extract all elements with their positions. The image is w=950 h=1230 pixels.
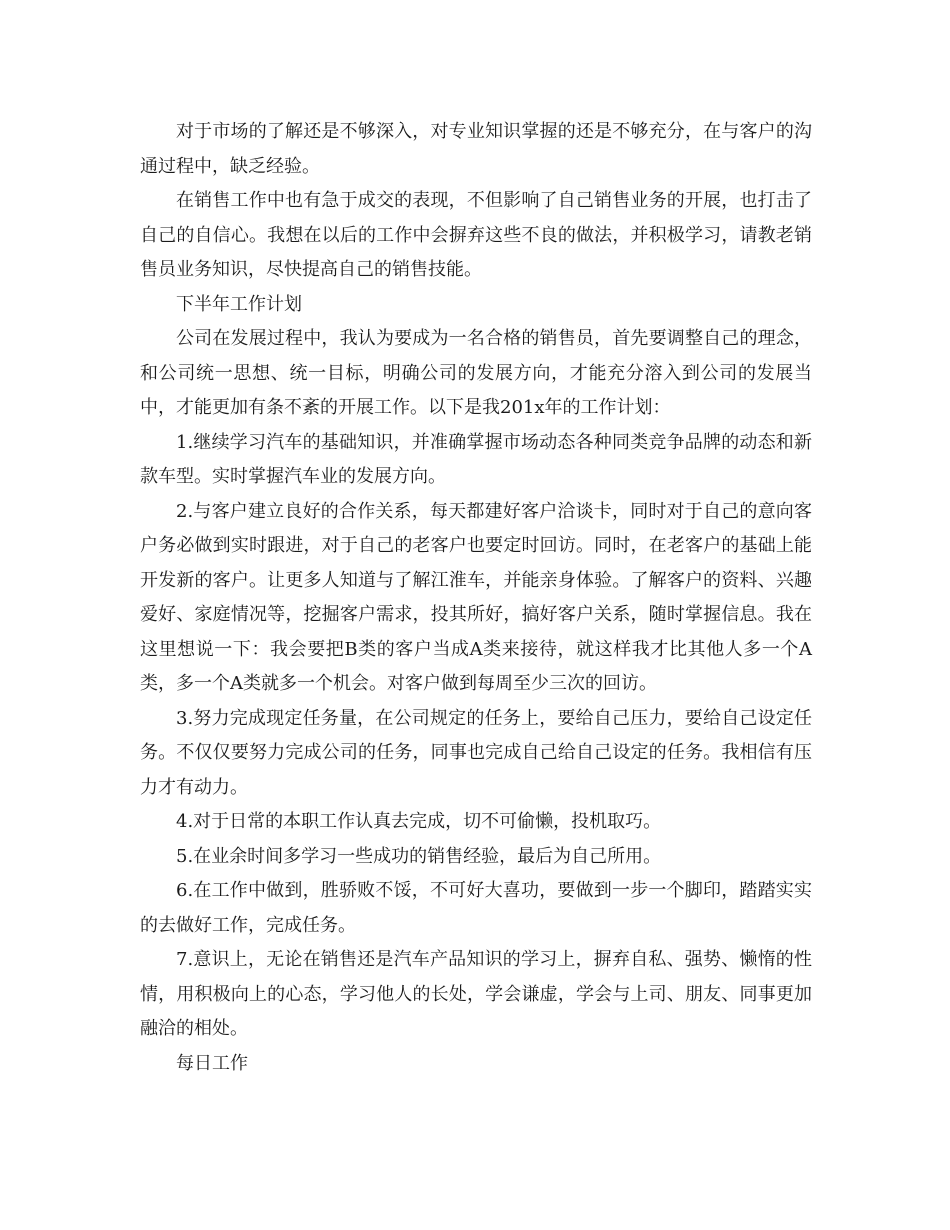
section-heading-second-half-plan: 下半年工作计划 bbox=[176, 293, 302, 315]
paragraph-market-understanding: 对于市场的了解还是不够深入，对专业知识掌握的还是不够充分，在与客户的沟通过程中，缺乏经验。 bbox=[140, 121, 812, 177]
plan-item-4: 4.对于日常的本职工作认真去完成，切不可偷懒，投机取巧。 bbox=[176, 811, 662, 832]
document-body bbox=[140, 115, 812, 1081]
plan-item-7: 7.意识上，无论在销售还是汽车产品知识的学习上，摒弃自私、强势、懒惰的性情，用积极向上的心态，学习他人的长处，学会谦虚，学会与上司、朋友、同事更加融洽的相处。 bbox=[140, 949, 812, 1039]
plan-item-2: 2.与客户建立良好的合作关系，每天都建好客户洽谈卡，同时对于自己的意向客户务必做到实时跟进，对于自己的老客户也要定时回访。同时，在老客户的基础上能开发新的客户。让更多人知道与了解江淮车，并能亲身体验。了解客户的资料、兴趣爱好、家庭情况等，挖掘客户需求，投其所好，搞好客户关系，随时掌握信息。我在这里想说一下：我会要把B类的客户当成A类来接待，就这样我才比其他人多一个A类，多一个A类就多一个机会。对客户做到每周至少三次的回访。 bbox=[140, 500, 812, 694]
plan-item-5: 5.在业余时间多学习一些成功的销售经验，最后为自己所用。 bbox=[176, 845, 662, 867]
section-heading-daily-work: 每日工作 bbox=[176, 1052, 248, 1074]
paragraph-company-development: 公司在发展过程中，我认为要成为一名合格的销售员，首先要调整自己的理念，和公司统一思想、统一目标，明确公司的发展方向，才能充分溶入到公司的发展当中，才能更加有条不紊的开展工作。以下是我201x年的工作计划： bbox=[140, 328, 812, 418]
plan-item-6: 6.在工作中做到，胜骄败不馁，不可好大喜功，要做到一步一个脚印，踏踏实实的去做好工作，完成任务。 bbox=[140, 880, 812, 936]
plan-item-3: 3.努力完成现定任务量，在公司规定的任务上，要给自己压力，要给自己设定任务。不仅仅要努力完成公司的任务，同事也完成自己给自己设定的任务。我相信有压力才有动力。 bbox=[140, 707, 812, 798]
paragraph-sales-rush: 在销售工作中也有急于成交的表现，不但影响了自己销售业务的开展，也打击了自己的自信心。我想在以后的工作中会摒弃这些不良的做法，并积极学习，请教老销售员业务知识，尽快提高自己的销售技能。 bbox=[140, 190, 812, 280]
plan-item-1: 1.继续学习汽车的基础知识，并准确掌握市场动态各种同类竞争品牌的动态和新款车型。实时掌握汽车业的发展方向。 bbox=[140, 431, 812, 487]
